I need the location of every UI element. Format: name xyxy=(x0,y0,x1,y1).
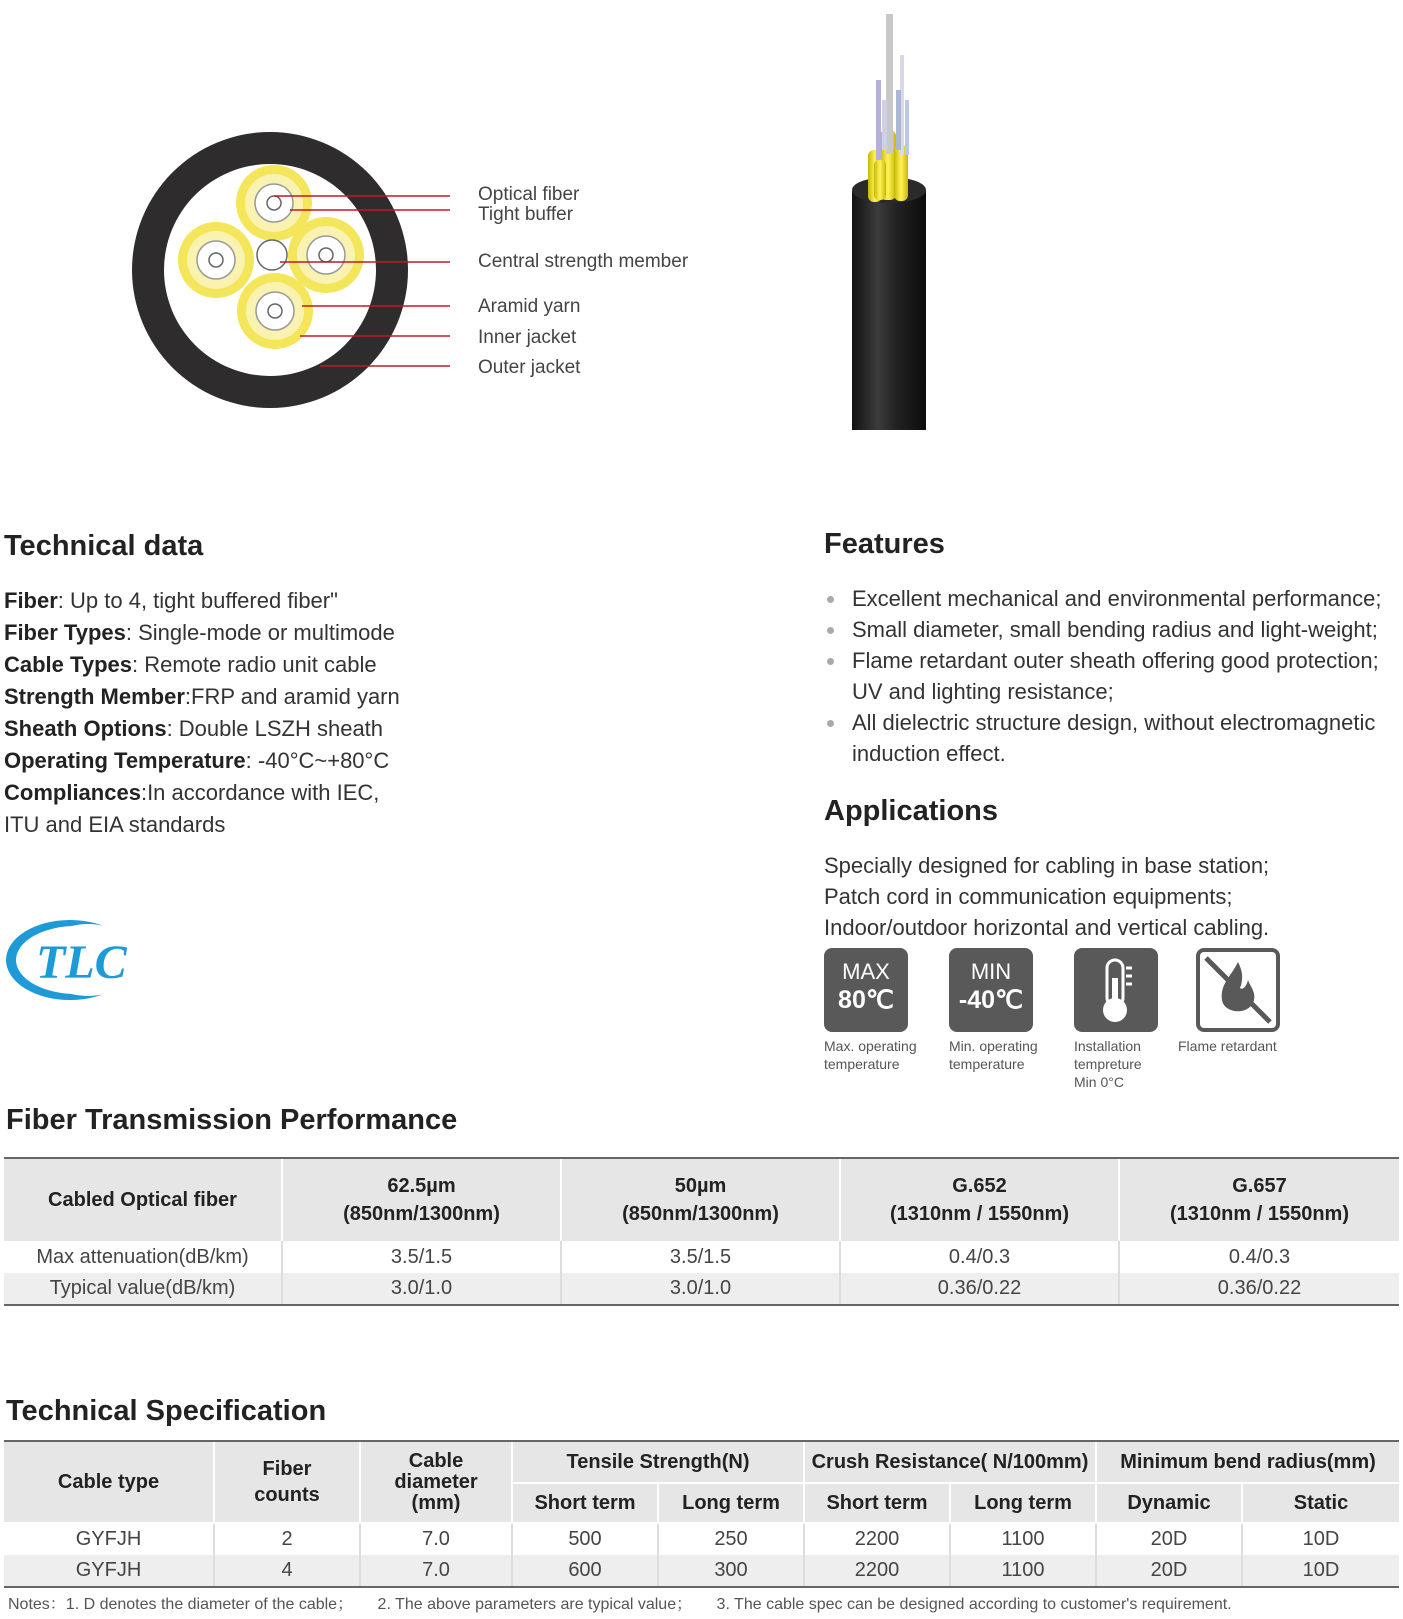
min-icon-label: MIN xyxy=(970,959,1012,984)
table-cell: 0.36/0.22 xyxy=(1119,1273,1399,1305)
table-cell: Typical value(dB/km) xyxy=(4,1273,282,1305)
feature-item: Excellent mechanical and environmental performance; xyxy=(824,583,1394,614)
tech-sep: : xyxy=(166,716,179,741)
header-line: G.652 xyxy=(952,1175,1007,1197)
table-header-row xyxy=(4,1441,1399,1483)
table-cell: 20D xyxy=(1096,1555,1242,1587)
table-cell: 0.4/0.3 xyxy=(840,1241,1119,1273)
table-header: Crush Resistance( N/100mm) xyxy=(804,1441,1096,1483)
table-cell: 2 xyxy=(214,1523,360,1555)
cable-cross-section-diagram xyxy=(120,130,480,410)
tech-value: Double LSZH sheath xyxy=(178,716,384,741)
table-cell: 500 xyxy=(512,1523,658,1555)
table-cell: 3.0/1.0 xyxy=(282,1273,561,1305)
table-cell: 250 xyxy=(658,1523,804,1555)
tech-value: -40°C~+80°C xyxy=(257,748,390,773)
tech-key: Operating Temperature xyxy=(4,748,246,773)
caption-line: temperature xyxy=(824,1056,900,1072)
table-header-row xyxy=(4,1158,1399,1241)
table-header xyxy=(214,1441,360,1523)
technical-data-title: Technical data xyxy=(4,530,204,562)
tight-buffer-unit-right xyxy=(288,217,364,293)
table-header: Long term xyxy=(658,1483,804,1523)
header-line: counts xyxy=(254,1484,320,1506)
tech-sep: : xyxy=(140,780,148,805)
specification-title: Technical Specification xyxy=(6,1395,327,1427)
table-cell: 4 xyxy=(214,1555,360,1587)
table-cell: 20D xyxy=(1096,1523,1242,1555)
table-cell: 3.5/1.5 xyxy=(561,1241,840,1273)
caption-line: Min. operating xyxy=(949,1038,1038,1054)
header-line: (850nm/1300nm) xyxy=(343,1203,500,1225)
performance-title: Fiber Transmission Performance xyxy=(6,1104,458,1136)
flame-retardant-caption xyxy=(1178,1037,1277,1055)
note-item: 3. The cable spec can be designed according to customer's requirement. xyxy=(716,1596,1232,1613)
table-cell: 1100 xyxy=(950,1523,1096,1555)
tech-sep: : xyxy=(184,684,192,709)
tech-row-compliances xyxy=(4,777,384,841)
table-row xyxy=(4,1523,1399,1555)
notes xyxy=(8,1591,1252,1614)
note-item: 2. The above parameters are typical value； xyxy=(377,1596,693,1613)
caption-line: tempreture xyxy=(1074,1056,1142,1072)
table-header: Cable type xyxy=(4,1441,214,1523)
header-line: 62.5µm xyxy=(387,1175,456,1197)
feature-item: Small diameter, small bending radius and light-weight; xyxy=(824,614,1394,645)
table-header xyxy=(561,1158,840,1241)
tech-key: Compliances xyxy=(4,780,141,805)
table-header: Minimum bend radius(mm) xyxy=(1096,1441,1399,1483)
label-outer-jacket: Outer jacket xyxy=(478,357,581,378)
table-cell: 2200 xyxy=(804,1523,950,1555)
caption-line: Installation xyxy=(1074,1038,1141,1054)
performance-table xyxy=(4,1157,1399,1306)
table-cell: 1100 xyxy=(950,1555,1096,1587)
tech-row-fiber-types xyxy=(4,617,524,649)
table-header xyxy=(840,1158,1119,1241)
tight-buffer-unit-bottom xyxy=(237,273,313,349)
header-line: Cable xyxy=(408,1449,464,1472)
tech-sep: : xyxy=(57,588,71,613)
table-header: Tensile Strength(N) xyxy=(512,1441,804,1483)
tech-value: In accordance with IEC, ITU and EIA standards xyxy=(4,780,380,837)
table-header: Short term xyxy=(512,1483,658,1523)
table-cell: 7.0 xyxy=(360,1555,512,1587)
svg-text:TLC: TLC xyxy=(36,936,127,989)
header-line: G.657 xyxy=(1232,1175,1287,1197)
table-cell: 10D xyxy=(1242,1523,1399,1555)
table-cell: 7.0 xyxy=(360,1523,512,1555)
label-central-strength-member: Central strength member xyxy=(478,251,689,272)
max-temperature-caption xyxy=(824,1037,917,1073)
header-line: Fiber xyxy=(262,1458,312,1480)
tech-row-cable-types xyxy=(4,649,524,681)
tech-key: Cable Types xyxy=(4,652,132,677)
table-cell: GYFJH xyxy=(4,1523,214,1555)
header-line: (1310nm / 1550nm) xyxy=(890,1203,1069,1225)
feature-item: All dielectric structure design, without electromagnetic induction effect. xyxy=(824,707,1394,769)
tech-row-sheath-options xyxy=(4,713,524,745)
installation-temperature-caption xyxy=(1074,1037,1142,1091)
table-header: Cabled Optical fiber xyxy=(4,1158,282,1241)
table-cell: 10D xyxy=(1242,1555,1399,1587)
tech-sep: : xyxy=(131,652,145,677)
caption-line: Flame retardant xyxy=(1178,1038,1277,1054)
feature-item: Flame retardant outer sheath offering good protection; UV and lighting resistance; xyxy=(824,645,1394,707)
features-list xyxy=(824,583,1394,769)
tech-row-strength-member xyxy=(4,681,524,713)
table-cell: GYFJH xyxy=(4,1555,214,1587)
table-header: Long term xyxy=(950,1483,1096,1523)
table-cell: 0.36/0.22 xyxy=(840,1273,1119,1305)
table-cell: 600 xyxy=(512,1555,658,1587)
tech-key: Fiber Types xyxy=(4,620,126,645)
table-cell: 3.0/1.0 xyxy=(561,1273,840,1305)
tech-key: Fiber xyxy=(4,588,58,613)
table-header: Short term xyxy=(804,1483,950,1523)
tech-key: Strength Member xyxy=(4,684,185,709)
tech-row-fiber xyxy=(4,585,524,617)
table-header xyxy=(1119,1158,1399,1241)
table-cell: 2200 xyxy=(804,1555,950,1587)
application-item: Specially designed for cabling in base station; xyxy=(824,853,1270,878)
label-aramid-yarn: Aramid yarn xyxy=(478,296,581,317)
table-cell: 300 xyxy=(658,1555,804,1587)
cable-3d-illustration xyxy=(840,10,940,430)
note-item: Notes：1. D denotes the diameter of the cable； xyxy=(8,1596,354,1613)
max-temperature-icon xyxy=(824,948,908,1032)
caption-line: temperature xyxy=(949,1056,1025,1072)
max-icon-label: MAX xyxy=(842,959,890,984)
tech-value: Up to 4, tight buffered fiber" xyxy=(70,588,338,613)
table-header: Static xyxy=(1242,1483,1399,1523)
tech-key: Sheath Options xyxy=(4,716,167,741)
header-line: (mm) xyxy=(411,1491,461,1514)
tech-sep: : xyxy=(125,620,139,645)
max-icon-value: 80℃ xyxy=(838,986,894,1014)
applications-title: Applications xyxy=(824,795,999,827)
central-strength-member xyxy=(257,240,287,270)
min-temperature-caption xyxy=(949,1037,1038,1073)
features-title: Features xyxy=(824,528,945,560)
header-line: 50µm xyxy=(674,1175,727,1197)
technical-data-list xyxy=(4,585,524,841)
tech-value: Single-mode or multimode xyxy=(138,620,395,645)
label-tight-buffer: Tight buffer xyxy=(478,204,574,225)
caption-line: Max. operating xyxy=(824,1038,917,1054)
header-line: diameter xyxy=(394,1470,478,1493)
applications-list xyxy=(824,850,1394,943)
table-header xyxy=(282,1158,561,1241)
tech-row-operating-temperature xyxy=(4,745,524,777)
table-header xyxy=(360,1441,512,1523)
tight-buffer-unit-left xyxy=(178,222,254,298)
tech-value: FRP and aramid yarn xyxy=(191,684,400,709)
tech-sep: : xyxy=(245,748,258,773)
label-optical-fiber: Optical fiber xyxy=(478,184,580,205)
table-row xyxy=(4,1555,1399,1587)
application-item: Indoor/outdoor horizontal and vertical cabling. xyxy=(824,915,1270,940)
table-header: Dynamic xyxy=(1096,1483,1242,1523)
flame-retardant-icon xyxy=(1196,948,1280,1032)
thermometer-icon xyxy=(1074,948,1158,1032)
table-row xyxy=(4,1241,1399,1273)
header-line: (1310nm / 1550nm) xyxy=(1170,1203,1349,1225)
table-row xyxy=(4,1273,1399,1305)
application-item: Patch cord in communication equipments; xyxy=(824,884,1233,909)
min-icon-value: -40℃ xyxy=(958,986,1024,1014)
specification-table xyxy=(4,1440,1399,1588)
tech-value: Remote radio unit cable xyxy=(144,652,377,677)
table-cell: 3.5/1.5 xyxy=(282,1241,561,1273)
header-line: (850nm/1300nm) xyxy=(622,1203,779,1225)
table-cell: Max attenuation(dB/km) xyxy=(4,1241,282,1273)
min-temperature-icon xyxy=(949,948,1033,1032)
caption-line: Min 0°C xyxy=(1074,1074,1124,1090)
label-inner-jacket: Inner jacket xyxy=(478,327,577,348)
table-cell: 0.4/0.3 xyxy=(1119,1241,1399,1273)
tlc-logo xyxy=(4,910,144,1010)
